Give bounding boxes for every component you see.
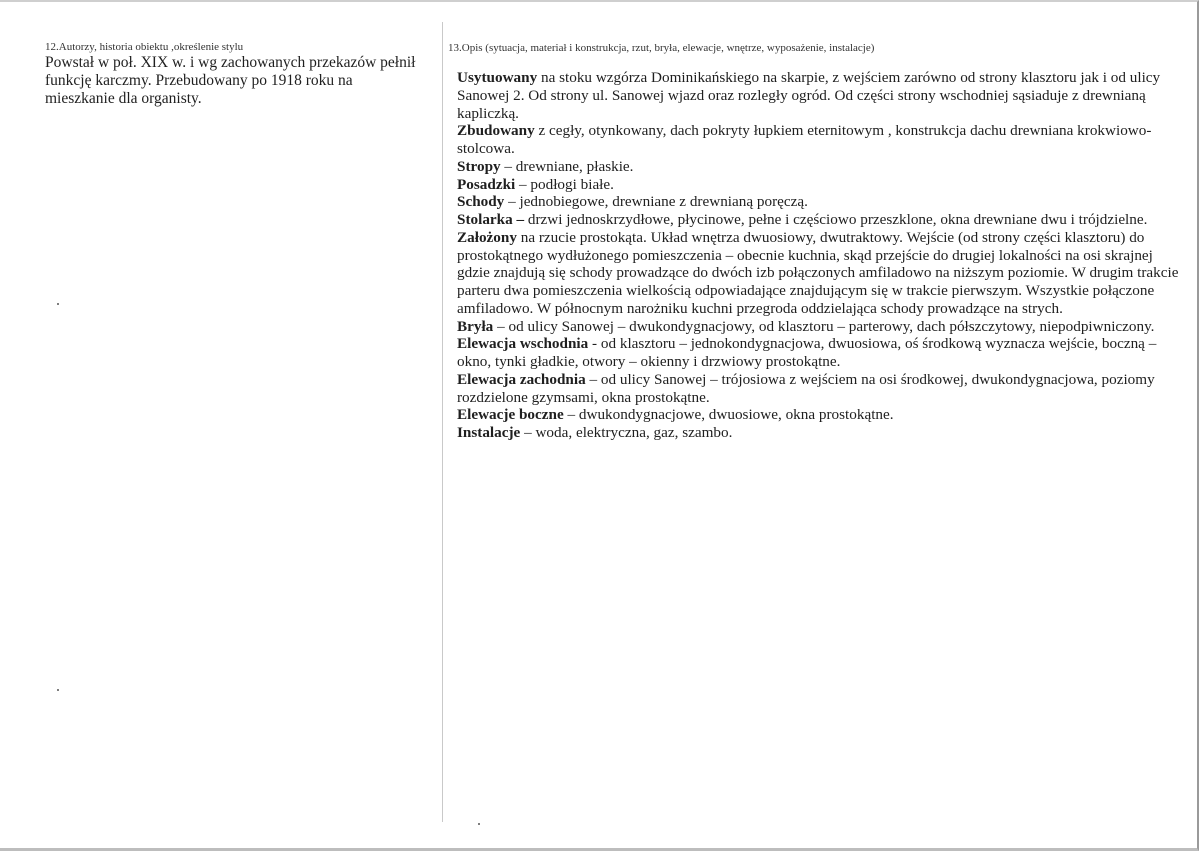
entry-elewacja-zachodnia: [457, 371, 1183, 407]
entry-text: – od ulicy Sanowej – trójosiowa z wejściem na osi środkowej, dwukondygnacjowa, poziomy rozdzielone gzymsami, okna prostokątne.: [457, 370, 1155, 406]
entry-text: - od klasztoru – jednokondygnacjowa, dwuosiowa, oś środkową wyznacza wejście, boczną – okno, tynki gładkie, otwory – okienny i drzwiowy prostokątne.: [457, 335, 1157, 370]
entry-stropy: [457, 158, 1183, 176]
entry-schody: [457, 193, 1183, 211]
entry-zalozony: [457, 229, 1183, 318]
entry-label: Elewacja zachodnia: [457, 370, 586, 388]
entry-instalacje: [457, 424, 1183, 442]
section-12-paragraph: Powstał w poł. XIX w. i wg zachowanych przekazów pełnił funkcję karczmy. Przebudowany po 1918 roku na mieszkanie dla organisty.: [45, 54, 416, 107]
column-divider: [442, 22, 443, 822]
entry-label: Posadzki: [457, 175, 516, 193]
entry-text: – drewniane, płaskie.: [500, 157, 634, 175]
entry-posadzki: [457, 176, 1183, 194]
description-entries: [448, 69, 1183, 442]
entry-label: Usytuowany: [457, 69, 538, 86]
entry-elewacja-wschodnia: [457, 335, 1183, 371]
entry-label: Instalacje: [457, 424, 521, 441]
scan-speck: [57, 689, 59, 691]
section-12: [45, 40, 425, 108]
entry-text: – dwukondygnacjowe, dwuosiowe, okna prostokątne.: [563, 406, 894, 424]
entry-label: Elewacja wschodnia: [457, 335, 589, 353]
entry-label: Schody: [457, 193, 505, 211]
entry-text: drzwi jednoskrzydłowe, płycinowe, pełne i częściowo przeszklone, okna drewniane dwu i trójdzielne.: [524, 211, 1148, 228]
scan-speck: [478, 823, 480, 825]
entry-label: Zbudowany: [457, 122, 535, 140]
entry-text: – podłogi białe.: [515, 175, 614, 193]
entry-label: Założony: [457, 228, 517, 246]
entry-text: na rzucie prostokąta. Układ wnętrza dwuosiowy, dwutraktowy. Wejście (od strony części klasztoru) do prostokątnego wydłużonego pomieszczenia – obecnie kuchnia, skąd przejście do drugiej lokalności na osi skrajnej gdzie znajdują się schody prowadzące do dwóch izb połączonych amfiladowo na niższym poziomie. W drugim trakcie parteru dwa pomieszczenia wielkością odpowiadające znajdującym się w trakcie pierwszym. Wszystkie połączone amfiladowo. W północnym narożniku kuchni przegroda oddzielająca schody prowadzące na strych.: [457, 228, 1179, 317]
entry-label: Elewacje boczne: [457, 406, 564, 424]
entry-elewacje-boczne: [457, 406, 1183, 424]
entry-label: Bryła: [457, 317, 494, 335]
entry-text: – woda, elektryczna, gaz, szambo.: [520, 424, 733, 441]
section-12-heading: 12.Autorzy, historia obiektu ,określenie stylu: [45, 41, 244, 53]
entry-label: Stolarka –: [457, 211, 525, 228]
section-13: [448, 41, 1183, 442]
section-13-heading: 13.Opis (sytuacja, materiał i konstrukcja, rzut, bryła, elewacje, wnętrze, wyposażenie, instalacje): [448, 42, 875, 54]
scan-speck: [57, 303, 59, 305]
entry-label: Stropy: [457, 157, 501, 175]
entry-usytuowany: [457, 69, 1183, 122]
entry-bryla: [457, 318, 1183, 336]
entry-text: – od ulicy Sanowej – dwukondygnacjowy, od klasztoru – parterowy, dach półszczytowy, niepodpiwniczony.: [493, 317, 1155, 335]
entry-stolarka: [457, 211, 1183, 229]
entry-text: – jednobiegowe, drewniane z drewnianą poręczą.: [504, 193, 808, 211]
entry-zbudowany: [457, 122, 1183, 158]
entry-text: na stoku wzgórza Dominikańskiego na skarpie, z wejściem zarówno od strony klasztoru jak i od ulicy Sanowej 2. Od strony ul. Sanowej wjazd oraz rozległy ogród. Od części strony wschodniej sąsiaduje z drewnianą kapliczką.: [457, 69, 1161, 122]
entry-text: z cegły, otynkowany, dach pokryty łupkiem eternitowym , konstrukcja dachu drewniana krokwiowo-stolcowa.: [457, 122, 1152, 157]
